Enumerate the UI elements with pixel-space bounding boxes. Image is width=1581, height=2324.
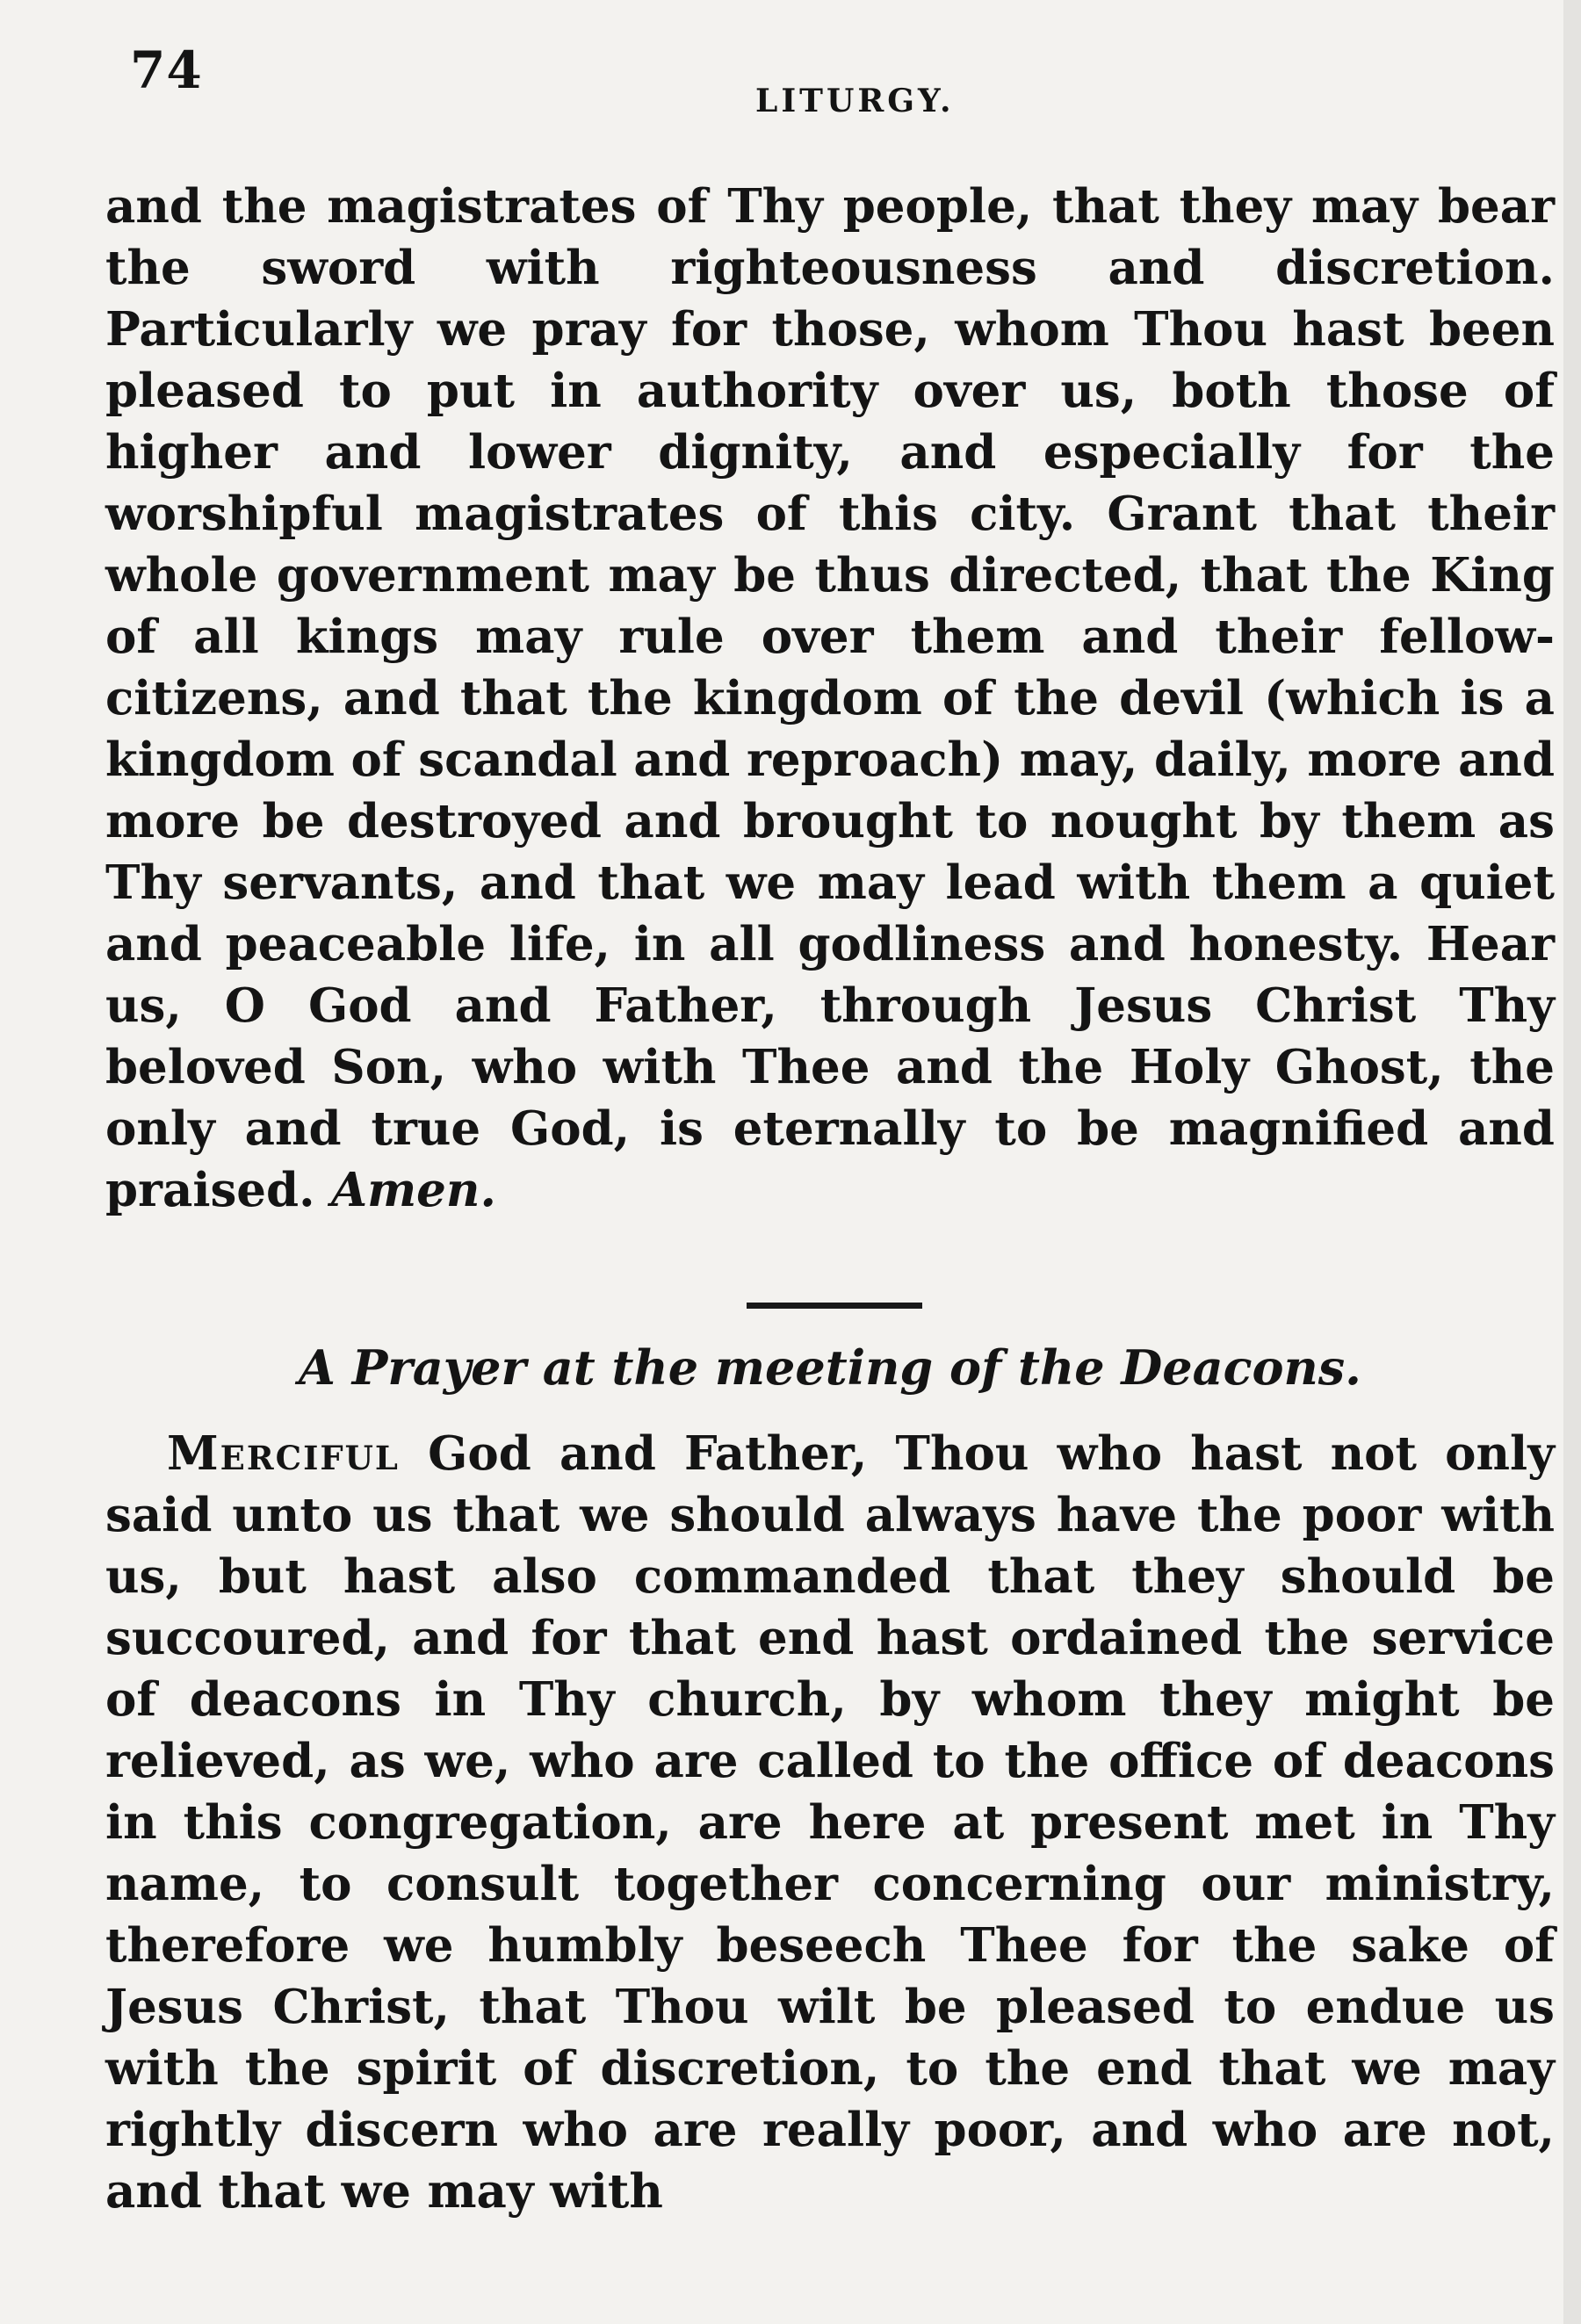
section-divider: [747, 1303, 922, 1309]
amen-closing: Amen.: [330, 1163, 496, 1217]
page-edge: [1563, 0, 1581, 2324]
prayer-paragraph-continued: [105, 176, 1555, 1221]
paragraph-text: God and Father, Thou who hast not only said unto us that we should always have the poor with us, but hast also commanded that they should be succoured, and for that end hast ordained the service of deacons in Thy church, by whom they might be relieved, as we, who are called to the office of deacons in this congregation, are here at present met in Thy name, to consult together concerning our ministry, therefore we humbly beseech Thee for the sake of Jesus Christ, that Thou wilt be pleased to endue us with the spirit of discretion, to the end that we may rightly discern who are really poor, and who are not, and that we may with: [105, 1426, 1555, 2219]
running-title: LITURGY.: [755, 83, 955, 119]
section-heading: A Prayer at the meeting of the Deacons.: [299, 1339, 1361, 1396]
opening-word: Merciful: [167, 1426, 400, 1481]
page-number: 74: [130, 40, 203, 100]
paragraph-text: and the magistrates of Thy people, that they may bear the sword with righteousness and discretion. Particularly we pray for those, whom Thou hast been pleased to put in authority over us, both those of higher and lower dignity, and especially for the worshipful magistrates of this city. Grant that their whole government may be thus directed, that the King of all kings may rule over them and their fellow-citizens, and that the kingdom of the devil (which is a kingdom of scandal and reproach) may, daily, more and more be destroyed and brought to nought by them as Thy servants, and that we may lead with them a quiet and peaceable life, in all godliness and honesty. Hear us, O God and Father, through Jesus Christ Thy beloved Son, who with Thee and the Holy Ghost, the only and true God, is eternally to be magnified and praised.: [105, 179, 1555, 1217]
deacons-prayer-paragraph: [105, 1423, 1555, 2222]
